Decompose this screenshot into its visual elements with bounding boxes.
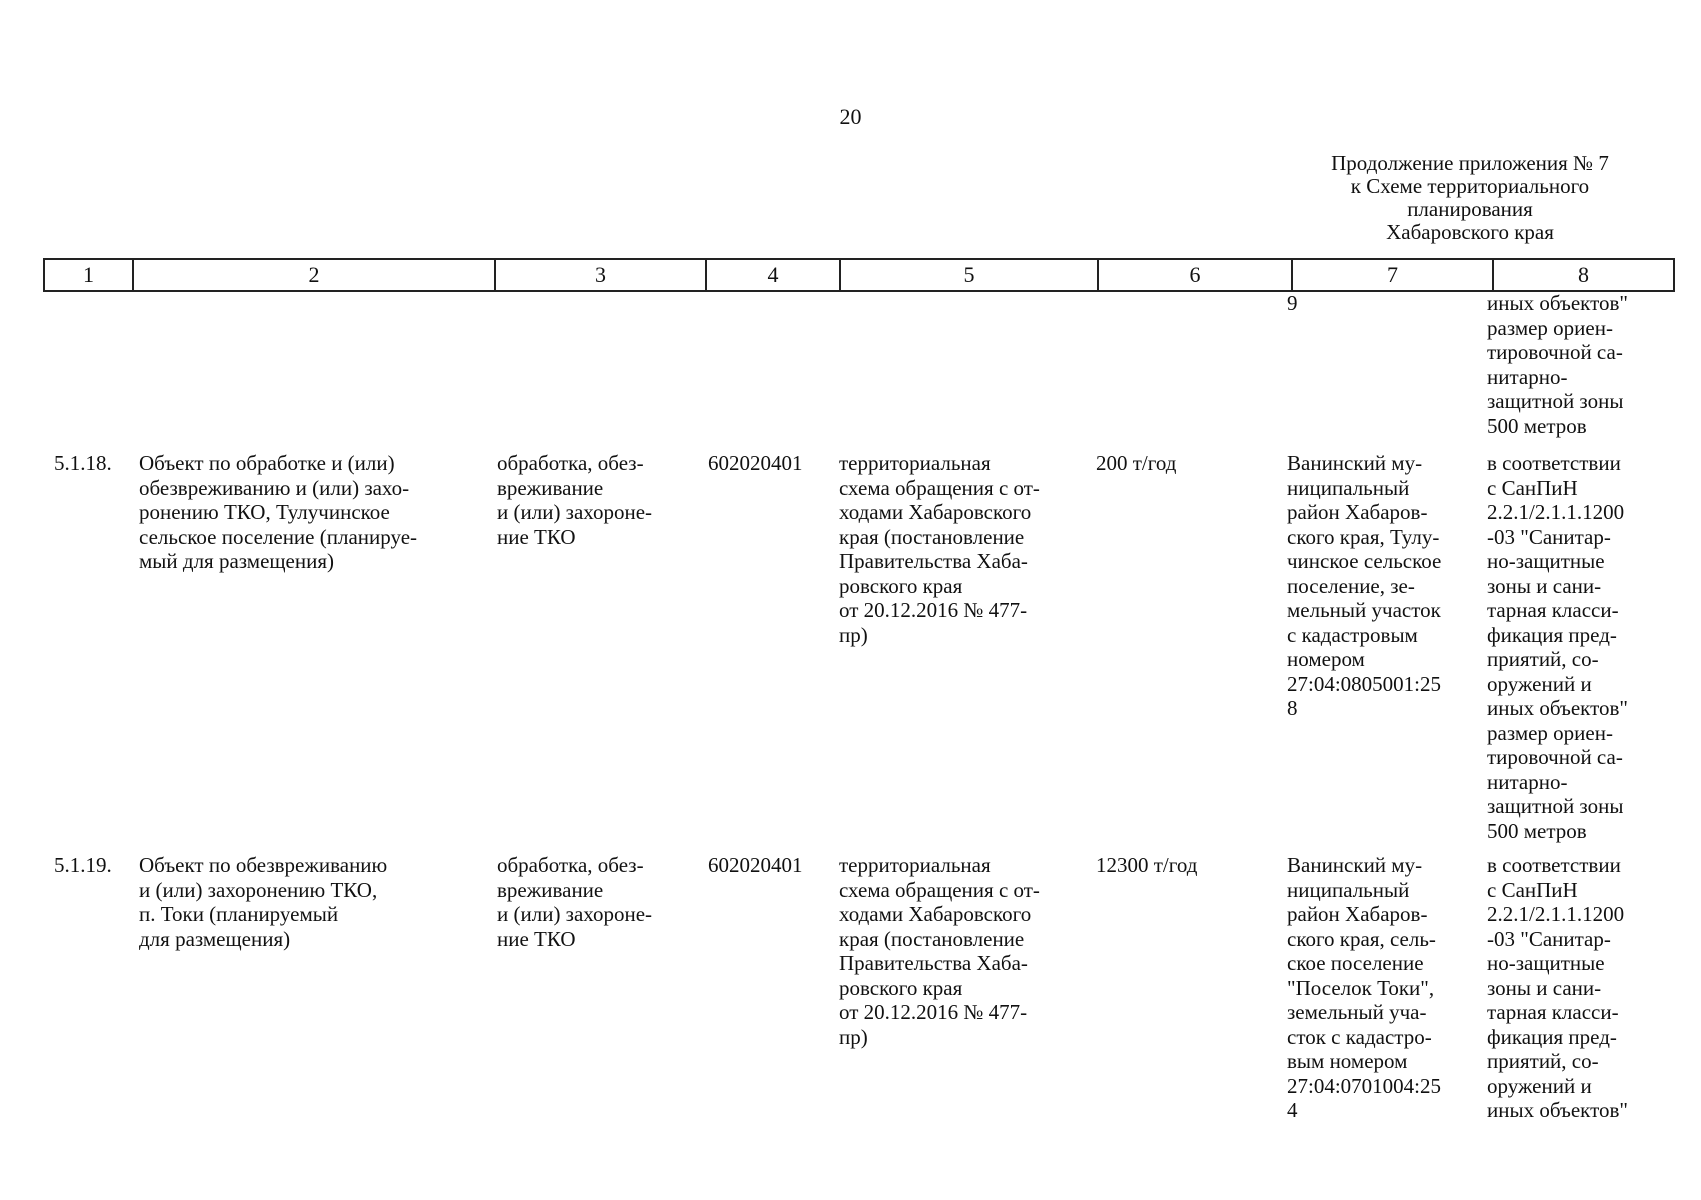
row-number: 5.1.18. xyxy=(54,451,112,475)
text-line: тировочной са- xyxy=(1487,745,1623,769)
text-line: оружений и xyxy=(1487,671,1592,696)
page-number: 20 xyxy=(839,104,862,129)
text-line: Правительства Хаба- xyxy=(839,951,1028,975)
text-line: 2.2.1/2.1.1.1200 xyxy=(1487,500,1625,524)
row-number: 5.1.19. xyxy=(54,853,112,877)
text-line: 9 xyxy=(1287,291,1298,315)
text-line: ронению ТКО, Тулучинское xyxy=(139,500,390,524)
location xyxy=(1287,451,1441,721)
text-line: Ванинский му- xyxy=(1287,451,1423,475)
text-line: края (постановление xyxy=(839,926,1025,951)
text-line: и (или) захороне- xyxy=(497,500,653,524)
text-line: ходами Хабаровского xyxy=(839,902,1032,926)
text-line: с СанПиН xyxy=(1487,475,1578,500)
text-line: схема обращения с от- xyxy=(839,475,1040,500)
text-line: ние ТКО xyxy=(497,524,576,549)
text-line: Ванинский му- xyxy=(1287,853,1423,877)
text-line: ниципальный xyxy=(1287,877,1410,902)
column-header-8: 8 xyxy=(1493,259,1674,291)
text-line: сельское поселение (планируе- xyxy=(139,524,418,549)
text-line: фикация пред- xyxy=(1487,1024,1617,1049)
text-line: ровского края xyxy=(839,573,963,598)
text-line: обработка, обез- xyxy=(497,451,644,475)
text-line: и (или) захороне- xyxy=(497,902,653,926)
text-line: фикация пред- xyxy=(1487,622,1617,647)
column-header-4: 4 xyxy=(706,259,840,291)
appendix-note-line: Продолжение приложения № 7 xyxy=(1331,151,1609,175)
text-line: 27:04:0701004:25 xyxy=(1287,1073,1442,1098)
text-line: зоны и сани- xyxy=(1487,975,1602,1000)
text-line: тарная класси- xyxy=(1487,598,1619,622)
text-line: схема обращения с от- xyxy=(839,877,1040,902)
text-line: поселение, зе- xyxy=(1287,573,1415,598)
appendix-note-line: к Схеме территориального xyxy=(1350,174,1590,198)
text-line: ское поселение xyxy=(1287,951,1424,975)
text-line: 500 метров xyxy=(1487,413,1587,438)
carryover-location xyxy=(1287,291,1298,316)
text-line: вым номером xyxy=(1287,1049,1408,1073)
text-line: размер ориен- xyxy=(1487,720,1613,745)
text-line: 500 метров xyxy=(1487,818,1587,843)
text-line: иных объектов" xyxy=(1487,1098,1628,1122)
object-name xyxy=(139,451,417,574)
text-line: иных объектов" xyxy=(1487,696,1628,720)
sanitary-zone xyxy=(1487,853,1628,1123)
text-line: защитной зоны xyxy=(1487,794,1624,818)
text-line: в соответствии xyxy=(1487,451,1621,475)
text-line: район Хабаров- xyxy=(1287,500,1428,524)
text-line: вреживание xyxy=(497,475,604,500)
appendix-note xyxy=(1290,152,1650,244)
text-line: 4 xyxy=(1287,1098,1298,1122)
text-line: иных объектов" xyxy=(1487,291,1628,315)
text-line: тарная класси- xyxy=(1487,1000,1619,1024)
text-line: приятий, со- xyxy=(1487,1049,1599,1073)
text-line: обработка, обез- xyxy=(497,853,644,877)
object-purpose xyxy=(497,451,652,549)
text-line: оружений и xyxy=(1487,1073,1592,1098)
text-line: 2.2.1/2.1.1.1200 xyxy=(1487,902,1625,926)
column-header-7: 7 xyxy=(1292,259,1493,291)
text-line: территориальная xyxy=(839,451,991,475)
text-line: обезвреживанию и (или) захо- xyxy=(139,475,410,500)
text-line: но-защитные xyxy=(1487,951,1605,975)
object-purpose xyxy=(497,853,652,951)
text-line: нитарно- xyxy=(1487,364,1568,389)
column-header-6: 6 xyxy=(1098,259,1292,291)
text-line: края (постановление xyxy=(839,524,1025,549)
text-line: земельный уча- xyxy=(1287,1000,1427,1024)
text-line: приятий, со- xyxy=(1487,647,1599,671)
text-line: но-защитные xyxy=(1487,549,1605,573)
capacity: 12300 т/год xyxy=(1096,853,1198,877)
column-header-5: 5 xyxy=(840,259,1098,291)
text-line: 27:04:0805001:25 xyxy=(1287,671,1442,696)
text-line: пр) xyxy=(839,622,868,647)
text-line: от 20.12.2016 № 477- xyxy=(839,1000,1028,1024)
text-line: мый для размещения) xyxy=(139,549,335,573)
text-line: номером xyxy=(1287,647,1365,671)
text-line: ходами Хабаровского xyxy=(839,500,1032,524)
text-line: вреживание xyxy=(497,877,604,902)
text-line: защитной зоны xyxy=(1487,389,1624,413)
object-name xyxy=(139,853,387,951)
object-code: 602020401 xyxy=(708,853,803,877)
text-line: п. Токи (планируемый xyxy=(139,902,339,926)
text-line: пр) xyxy=(839,1024,868,1049)
text-line: в соответствии xyxy=(1487,853,1621,877)
text-line: 8 xyxy=(1287,696,1298,720)
text-line: размер ориен- xyxy=(1487,315,1613,340)
text-line: -03 "Санитар- xyxy=(1487,524,1611,549)
column-header-2: 2 xyxy=(133,259,495,291)
text-line: район Хабаров- xyxy=(1287,902,1428,926)
appendix-note-line: планирования xyxy=(1407,197,1533,221)
text-line: Объект по обезвреживанию xyxy=(139,853,388,877)
column-number-header xyxy=(43,258,1675,292)
text-line: с кадастровым xyxy=(1287,622,1418,647)
text-line: ниципальный xyxy=(1287,475,1410,500)
text-line: тировочной са- xyxy=(1487,340,1623,364)
text-line: "Поселок Токи", xyxy=(1287,975,1435,1000)
object-code: 602020401 xyxy=(708,451,803,475)
column-header-1: 1 xyxy=(44,259,133,291)
text-line: нитарно- xyxy=(1487,769,1568,794)
appendix-note-line: Хабаровского края xyxy=(1386,220,1554,244)
text-line: территориальная xyxy=(839,853,991,877)
text-line: для размещения) xyxy=(139,926,291,951)
source-document xyxy=(839,451,1040,647)
source-document xyxy=(839,853,1040,1049)
text-line: сток с кадастро- xyxy=(1287,1024,1432,1049)
carryover-zone xyxy=(1487,291,1628,438)
text-line: ровского края xyxy=(839,975,963,1000)
location xyxy=(1287,853,1441,1123)
text-line: -03 "Санитар- xyxy=(1487,926,1611,951)
text-line: ского края, Тулу- xyxy=(1287,524,1440,549)
capacity: 200 т/год xyxy=(1096,451,1177,475)
text-line: ского края, сель- xyxy=(1287,926,1436,951)
column-header-3: 3 xyxy=(495,259,706,291)
text-line: ние ТКО xyxy=(497,926,576,951)
text-line: с СанПиН xyxy=(1487,877,1578,902)
text-line: чинское сельское xyxy=(1287,549,1442,573)
text-line: Правительства Хаба- xyxy=(839,549,1028,573)
text-line: мельный участок xyxy=(1287,598,1441,622)
sanitary-zone xyxy=(1487,451,1628,843)
text-line: Объект по обработке и (или) xyxy=(139,451,395,475)
text-line: от 20.12.2016 № 477- xyxy=(839,598,1028,622)
text-line: и (или) захоронению ТКО, xyxy=(139,877,378,902)
text-line: зоны и сани- xyxy=(1487,573,1602,598)
